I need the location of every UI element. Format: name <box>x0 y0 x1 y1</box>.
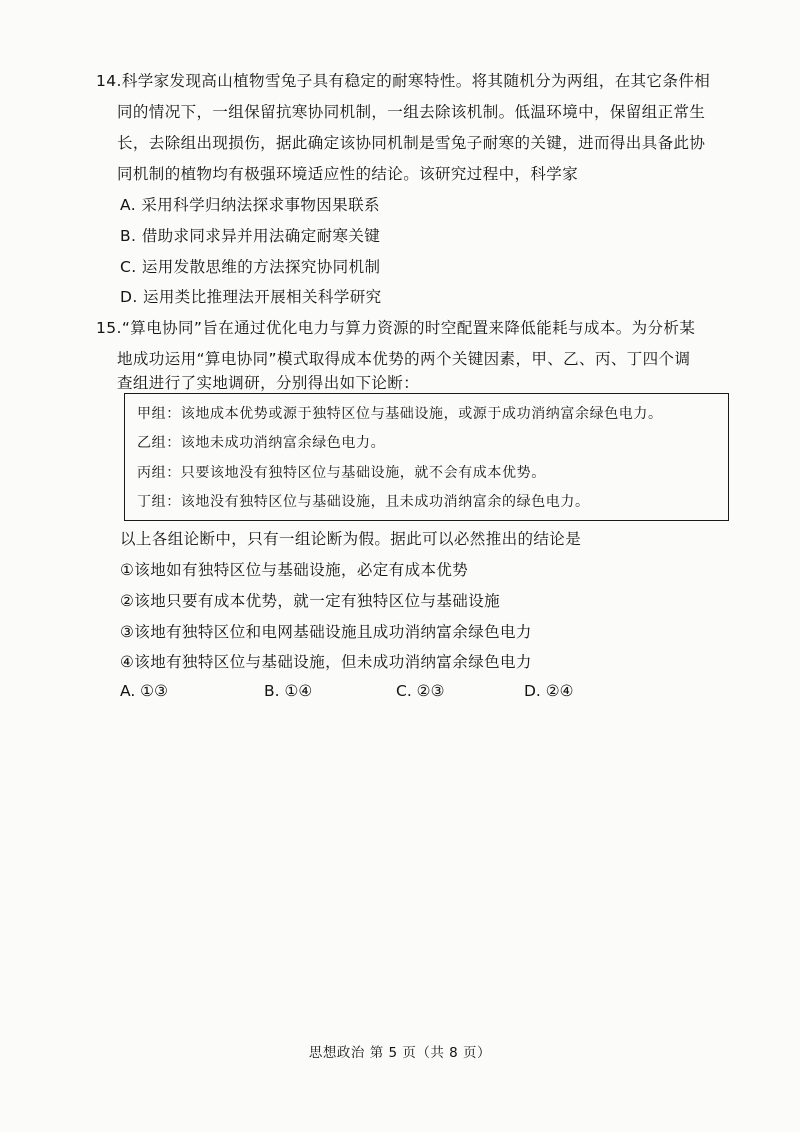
evidence-box <box>124 393 729 521</box>
q15-stem-line-1 <box>96 317 695 339</box>
q15-choice-a: A. ①③ <box>120 682 168 700</box>
q15-statement-4: ④该地有独特区位与基础设施，但未成功消纳富余绿色电力 <box>120 653 532 671</box>
q14-stem-line-3: 长，去除组出现损伤，据此确定该协同机制是雪兔子耐寒的关键，进而得出具备此协 <box>117 134 706 152</box>
q15-stem-line-3: 查组进行了实地调研，分别得出如下论断： <box>117 374 420 392</box>
q15-statement-3: ③该地有独特区位和电网基础设施且成功消纳富余绿色电力 <box>120 623 532 641</box>
page-footer: 思想政治 第 5 页（共 8 页） <box>308 1045 492 1061</box>
q14-number: 14. <box>96 72 122 90</box>
q15-statement-1: ①该地如有独特区位与基础设施，必定有成本优势 <box>120 561 469 579</box>
q14-stem-line-4: 同机制的植物均有极强环境适应性的结论。该研究过程中，科学家 <box>117 165 579 183</box>
q15-question-line: 以上各组论断中，只有一组论断为假。据此可以必然推出的结论是 <box>120 530 582 548</box>
q15-number: 15. <box>96 319 122 337</box>
q15-choice-c: C. ②③ <box>396 682 445 700</box>
q15-stem-line-2: 地成功运用“算电协同”模式取得成本优势的两个关键因素，甲、乙、丙、丁四个调 <box>117 350 691 368</box>
q15-choice-d: D. ②④ <box>524 682 574 700</box>
q14-option-a: A. 采用科学归纳法探求事物因果联系 <box>120 196 380 214</box>
q14-option-d: D. 运用类比推理法开展相关科学研究 <box>120 288 382 306</box>
q14-stem-text-1: 科学家发现高山植物雪兔子具有稳定的耐寒特性。将其随机分为两组，在其它条件相 <box>121 72 711 90</box>
q14-stem-line-1 <box>96 70 710 92</box>
box-line-yi: 乙组：该地未成功消纳富余绿色电力。 <box>137 435 386 451</box>
q14-stem-line-2: 同的情况下，一组保留抗寒协同机制，一组去除该机制。低温环境中，保留组正常生 <box>117 103 706 121</box>
q15-stem-text-1: “算电协同”旨在通过优化电力与算力资源的时空配置来降低能耗与成本。为分析某 <box>121 319 696 337</box>
q14-option-b: B. 借助求同求异并用法确定耐寒关键 <box>120 227 381 245</box>
q14-option-c: C. 运用发散思维的方法探究协同机制 <box>120 258 381 276</box>
box-line-jia: 甲组：该地成本优势或源于独特区位与基础设施，或源于成功消纳富余绿色电力。 <box>137 406 663 422</box>
q15-statement-2: ②该地只要有成本优势，就一定有独特区位与基础设施 <box>120 592 500 610</box>
box-line-bing: 丙组：只要该地没有独特区位与基础设施，就不会有成本优势。 <box>137 465 546 481</box>
box-line-ding: 丁组：该地没有独特区位与基础设施，且未成功消纳富余的绿色电力。 <box>137 494 590 510</box>
q15-choice-b: B. ①④ <box>264 682 313 700</box>
